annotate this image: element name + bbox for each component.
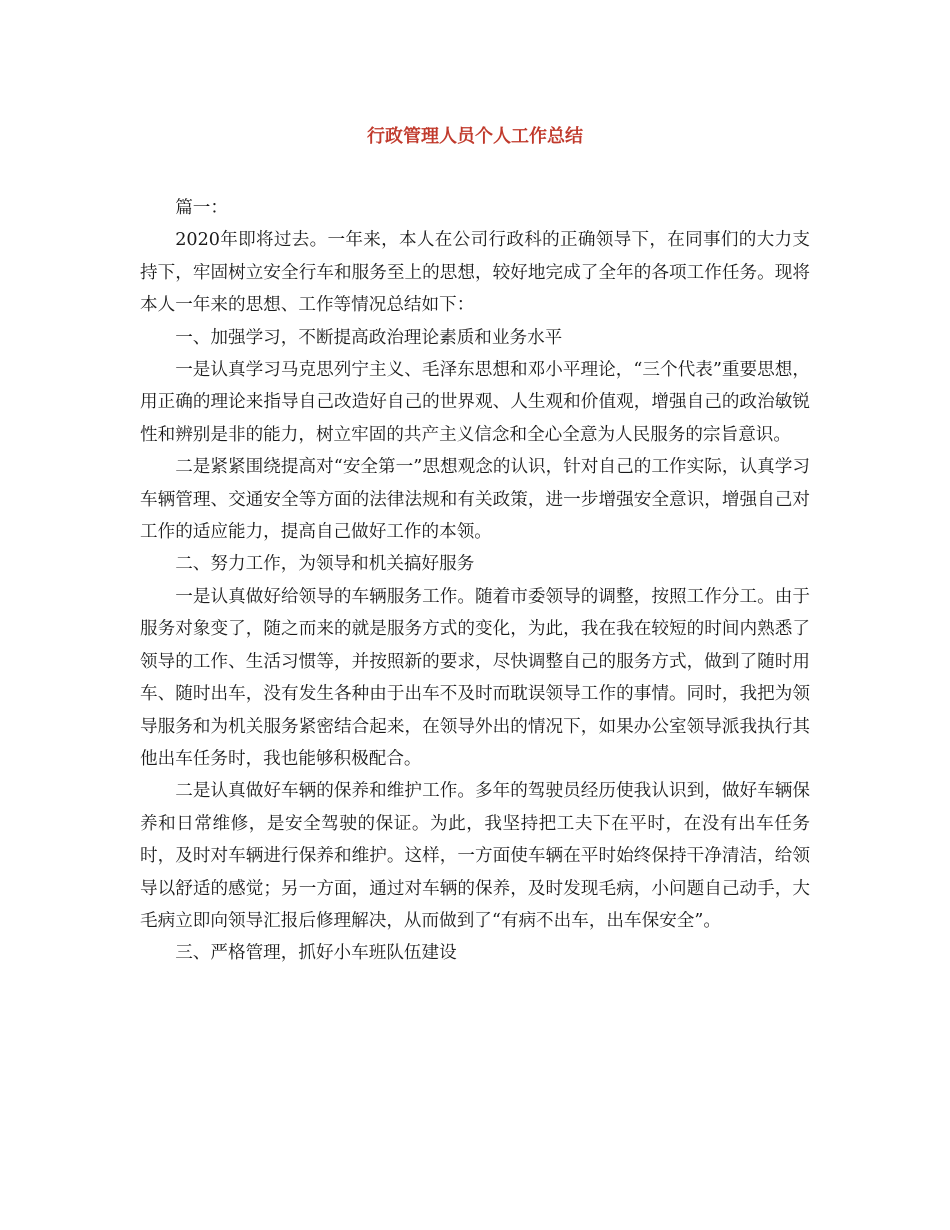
- paragraph-intro: 2020年即将过去。一年来，本人在公司行政科的正确领导下，在同事们的大力支持下，牢固树立安全行车和服务至上的思想，较好地完成了全年的各项工作任务。现将本人一年来的思想、工作等情况总结如下：: [140, 230, 810, 316]
- paragraph: 二是认真做好车辆的保养和维护工作。多年的驾驶员经历使我认识到，做好车辆保养和日常维修，是安全驾驶的保证。为此，我坚持把工夫下在平时，在没有出车任务时，及时对车辆进行保养和维护。这样，一方面使车辆在平时始终保持干净清洁，给领导以舒适的感觉；另一方面，通过对车辆的保养，及时发现毛病，小问题自己动手，大毛病立即向领导汇报后修理解决，从而做到了“有病不出车，出车保安全”。: [140, 781, 810, 931]
- section-heading-1: 一、加强学习，不断提高政治理论素质和业务水平: [175, 327, 563, 348]
- section-heading-3: 三、严格管理，抓好小车班队伍建设: [175, 943, 457, 964]
- document-body: [140, 192, 810, 970]
- section-heading-2: 二、努力工作，为领导和机关搞好服务: [175, 554, 475, 575]
- paragraph: 二是紧紧围绕提高对“安全第一”思想观念的认识，针对自己的工作实际，认真学习车辆管理、交通安全等方面的法律法规和有关政策，进一步增强安全意识，增强自己对工作的适应能力，提高自己做好工作的本领。: [140, 457, 810, 543]
- paragraph-label: 篇一：: [175, 198, 228, 218]
- paragraph: 一是认真做好给领导的车辆服务工作。随着市委领导的调整，按照工作分工。由于服务对象变了，随之而来的就是服务方式的变化，为此，我在我在较短的时间内熟悉了领导的工作、生活习惯等，并按照新的要求，尽快调整自己的服务方式，做到了随时用车、随时出车，没有发生各种由于出车不及时而耽误领导工作的事情。同时，我把为领导服务和为机关服务紧密结合起来，在领导外出的情况下，如果办公室领导派我执行其他出车任务时，我也能够积极配合。: [140, 586, 810, 769]
- document-title: 行政管理人员个人工作总结: [367, 126, 583, 147]
- paragraph: 一是认真学习马克思列宁主义、毛泽东思想和邓小平理论，“三个代表”重要思想，用正确的理论来指导自己改造好自己的世界观、人生观和价值观，增强自己的政治敏锐性和辨别是非的能力，树立牢固的共产主义信念和全心全意为人民服务的宗旨意识。: [140, 360, 810, 445]
